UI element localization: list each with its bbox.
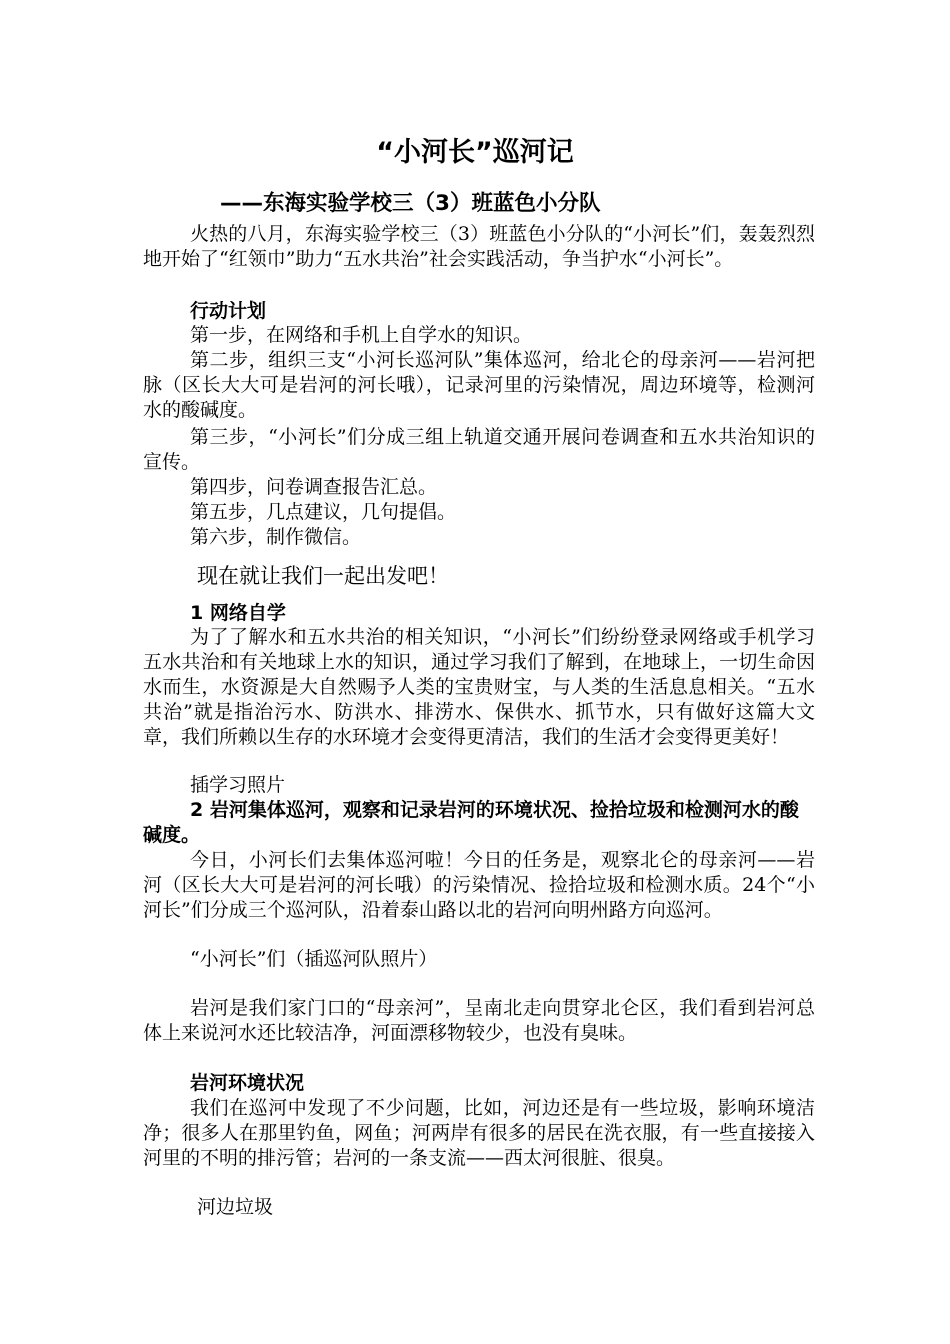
go-line: 现在就让我们一起出发吧！ [197,564,449,588]
intro-paragraph: 火热的八月，东海实验学校三（3）班蓝色小分队的“小河长”们，轰轰烈烈地开始了“红领巾”助力“五水共治”社会实践活动，争当护水“小河长”。 [143,223,815,270]
section-1-photo-note: 插学习照片 [190,774,286,796]
environment-text: 我们在巡河中发现了不少问题，比如，河边还是有一些垃圾，影响环境洁净；很多人在那里钓鱼，网鱼；河两岸有很多的居民在洗衣服，有一些直接接入河里的不明的排污管；岩河的一条支流——西太河很脏、很臭。 [143,1097,815,1169]
environment-heading: 岩河环境状况 [190,1072,305,1094]
trash-caption: 河边垃圾 [197,1196,274,1218]
step-6: 第六步，制作微信。 [190,526,362,548]
step-1: 第一步，在网络和手机上自学水的知识。 [190,324,533,346]
section-2-photo-note: “小河长”们（插巡河队照片） [190,948,438,970]
document-title: “小河长”巡河记 [376,137,574,168]
step-5: 第五步，几点建议，几句提倡。 [190,501,457,523]
step-3: 第三步，“小河长”们分成三组上轨道交通开展问卷调查和五水共治知识的宣传。 [143,426,815,473]
document-subtitle: ——东海实验学校三（3）班蓝色小分队 [220,191,601,216]
step-2: 第二步，组织三支“小河长巡河队”集体巡河，给北仑的母亲河——岩河把脉（区长大大可是岩河的河长哦），记录河里的污染情况，周边环境等，检测河水的酸碱度。 [143,349,815,421]
section-1-heading: 1 网络自学 [190,602,286,624]
section-2-text: 今日，小河长们去集体巡河啦！今日的任务是，观察北仑的母亲河——岩河（区长大大可是岩河的河长哦）的污染情况、捡拾垃圾和检测水质。24个“小河长”们分成三个巡河队，沿着泰山路以北的岩河向明州路方向巡河。 [143,849,815,921]
river-paragraph: 岩河是我们家门口的“母亲河”，呈南北走向贯穿北仑区，我们看到岩河总体上来说河水还比较洁净，河面漂移物较少，也没有臭味。 [143,997,815,1044]
section-2-heading: 2 岩河集体巡河，观察和记录岩河的环境状况、捡拾垃圾和检测河水的酸碱度。 [143,799,799,846]
section-1-text: 为了了解水和五水共治的相关知识，“小河长”们纷纷登录网络或手机学习五水共治和有关地球上水的知识，通过学习我们了解到，在地球上，一切生命因水而生，水资源是大自然赐予人类的宝贵财宝，与人类的生活息息相关。“五水共治”就是指治污水、防洪水、排涝水、保供水、抓节水，只有做好这篇大文章，我们所赖以生存的水环境才会变得更清洁，我们的生活才会变得更美好！ [143,626,815,748]
step-4: 第四步，问卷调查报告汇总。 [190,476,438,498]
plan-heading: 行动计划 [190,300,267,322]
